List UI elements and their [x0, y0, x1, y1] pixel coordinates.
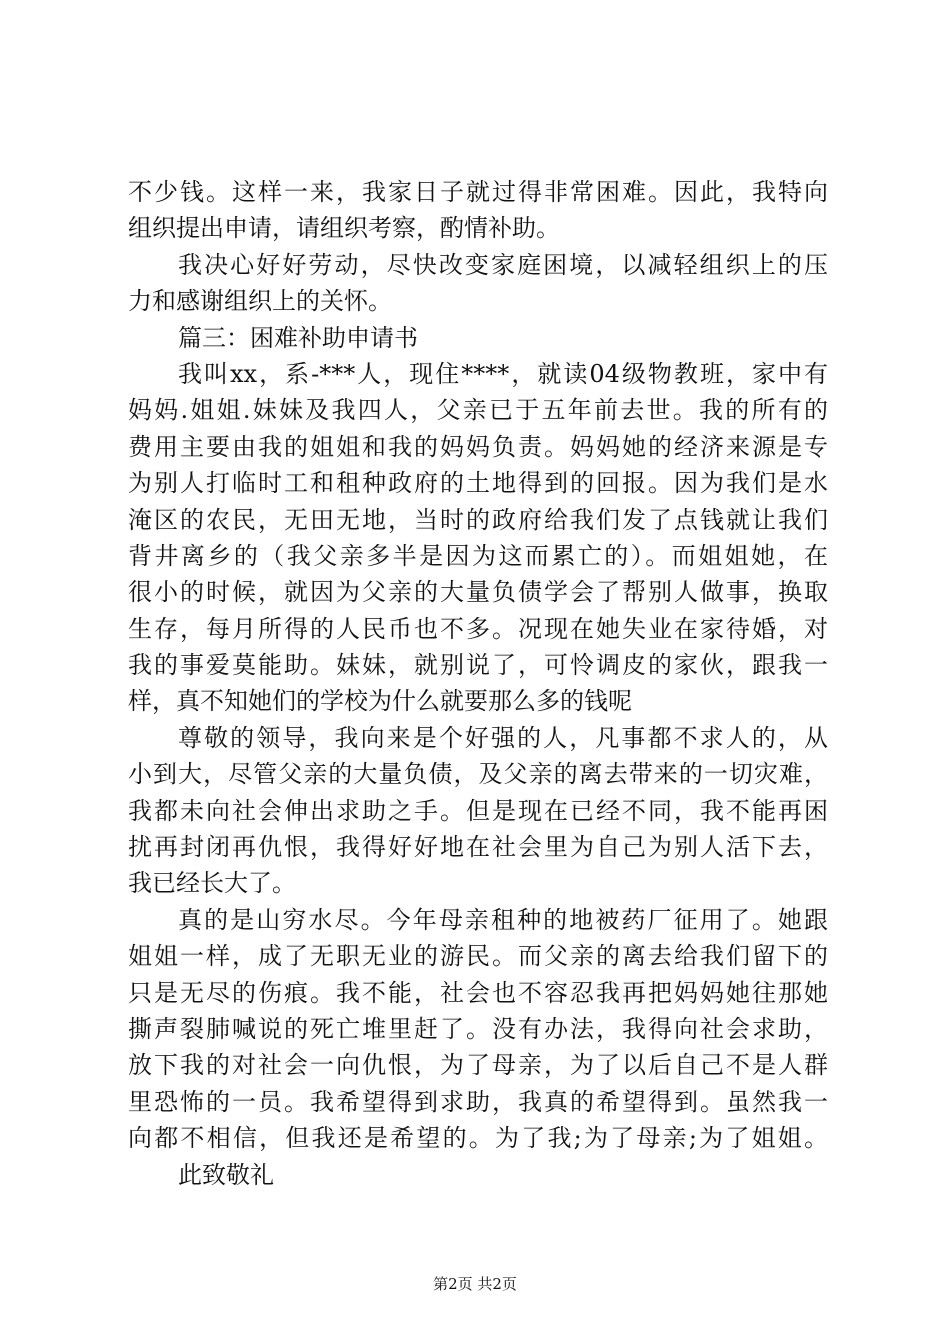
page-footer: 第2页 共2页	[433, 1275, 517, 1293]
text-line: 组织提出申请，请组织考察，酌情补助。	[128, 214, 560, 243]
text-line: 只是无尽的伤痕。我不能，社会也不容忍我再把妈妈她往那她	[128, 978, 828, 1007]
text-line: 妈妈.姐姐.妹妹及我四人，父亲已于五年前去世。我的所有的	[128, 396, 828, 425]
text-line: 背井离乡的（我父亲多半是因为这而累亡的）。而姐姐她，在	[128, 541, 828, 570]
text-line: 费用主要由我的姐姐和我的妈妈负责。妈妈她的经济来源是专	[128, 432, 828, 461]
text-line: 篇三：困难补助申请书	[178, 323, 418, 352]
text-line: 真的是山穷水尽。今年母亲租种的地被药厂征用了。她跟	[178, 905, 828, 934]
text-line: 我叫xx，系-***人，现住****，就读04级物教班，家中有	[178, 359, 828, 388]
text-line: 我已经长大了。	[128, 869, 296, 898]
text-line: 此致敬礼	[178, 1160, 274, 1189]
text-line: 放下我的对社会一向仇恨，为了母亲，为了以后自己不是人群	[128, 1051, 828, 1080]
text-line: 淹区的农民，无田无地，当时的政府给我们发了点钱就让我们	[128, 505, 828, 534]
text-line: 尊敬的领导，我向来是个好强的人，凡事都不求人的，从	[178, 723, 828, 752]
text-line: 很小的时候，就因为父亲的大量负债学会了帮别人做事，换取	[128, 578, 828, 607]
text-line: 姐姐一样，成了无职无业的游民。而父亲的离去给我们留下的	[128, 942, 828, 971]
text-line: 我都未向社会伸出求助之手。但是现在已经不同，我不能再困	[128, 796, 828, 825]
text-line: 里恐怖的一员。我希望得到求助，我真的希望得到。虽然我一	[128, 1087, 828, 1116]
text-line: 扰再封闭再仇恨，我得好好地在社会里为自己为别人活下去，	[128, 833, 828, 862]
text-line: 小到大，尽管父亲的大量负债，及父亲的离去带来的一切灾难，	[128, 760, 828, 789]
text-line: 生存，每月所得的人民币也不多。况现在她失业在家待婚，对	[128, 614, 828, 643]
text-line: 样，真不知她们的学校为什么就要那么多的钱呢	[128, 687, 632, 716]
text-line: 向都不相信，但我还是希望的。为了我;为了母亲;为了姐姐。	[128, 1124, 828, 1153]
document-body	[128, 174, 828, 1193]
text-line: 我决心好好劳动，尽快改变家庭困境，以减轻组织上的压	[178, 250, 828, 279]
text-line: 不少钱。这样一来，我家日子就过得非常困难。因此，我特向	[128, 178, 828, 206]
text-line: 力和感谢组织上的关怀。	[128, 287, 392, 316]
text-line: 为别人打临时工和租种政府的土地得到的回报。因为我们是水	[128, 469, 828, 498]
text-line: 撕声裂肺喊说的死亡堆里赶了。没有办法，我得向社会求助，	[128, 1014, 828, 1043]
text-line: 我的事爱莫能助。妹妹，就别说了，可怜调皮的家伙，跟我一	[128, 651, 828, 680]
